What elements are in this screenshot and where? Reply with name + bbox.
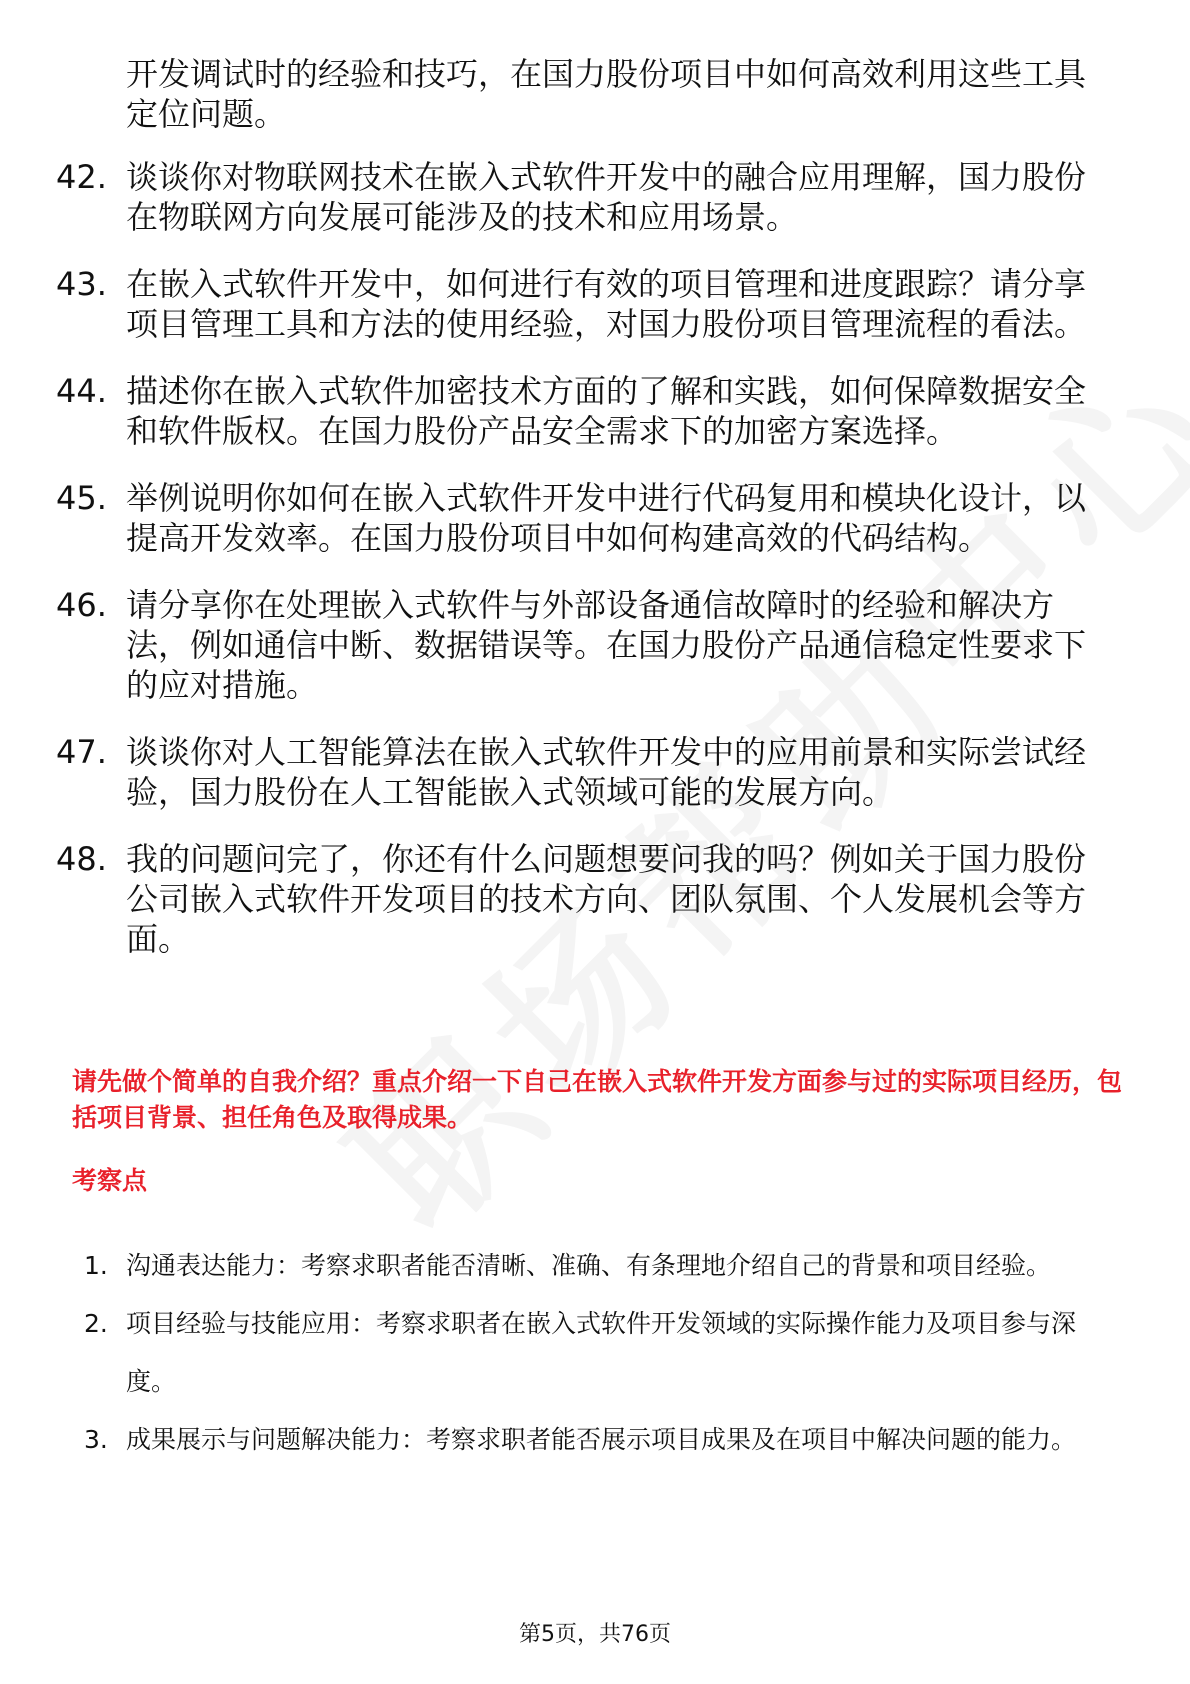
question-number: 48. (56, 840, 107, 878)
question-item (56, 157, 1116, 237)
assessment-point (84, 1237, 1124, 1295)
assessment-points-title: 考察点 (72, 1166, 148, 1195)
question-text: 在嵌入式软件开发中，如何进行有效的项目管理和进度跟踪？请分享项目管理工具和方法的使用经验，对国力股份项目管理流程的看法。 (126, 265, 1087, 343)
question-number: 46. (56, 586, 107, 624)
question-item (56, 478, 1116, 558)
intro-question-heading: 请先做个简单的自我介绍？重点介绍一下自己在嵌入式软件开发方面参与过的实际项目经历，包括项目背景、担任角色及取得成果。 (72, 1067, 1123, 1132)
point-number: 1. (84, 1251, 108, 1280)
question-text: 举例说明你如何在嵌入式软件开发中进行代码复用和模块化设计，以提高开发效率。在国力股份项目中如何构建高效的代码结构。 (126, 479, 1087, 557)
question-item (56, 839, 1116, 959)
question-text: 谈谈你对人工智能算法在嵌入式软件开发中的应用前景和实际尝试经验，国力股份在人工智能嵌入式领域可能的发展方向。 (126, 733, 1087, 811)
question-item (56, 732, 1116, 812)
point-number: 2. (84, 1309, 108, 1338)
question-number: 45. (56, 479, 107, 517)
page-footer: 第5页，共76页 (519, 1622, 671, 1647)
question-number: 47. (56, 733, 107, 771)
point-text: 沟通表达能力：考察求职者能否清晰、准确、有条理地介绍自己的背景和项目经验。 (126, 1251, 1052, 1280)
question-number: 43. (56, 265, 107, 303)
question-continuation: 开发调试时的经验和技巧，在国力股份项目中如何高效利用这些工具定位问题。 (126, 55, 1087, 133)
question-text: 请分享你在处理嵌入式软件与外部设备通信故障时的经验和解决方法，例如通信中断、数据错误等。在国力股份产品通信稳定性要求下的应对措施。 (126, 586, 1087, 704)
question-item (56, 585, 1116, 705)
assessment-point (84, 1295, 1124, 1411)
question-text: 谈谈你对物联网技术在嵌入式软件开发中的融合应用理解，国力股份在物联网方向发展可能涉及的技术和应用场景。 (126, 158, 1087, 236)
question-item (56, 371, 1116, 451)
question-number: 42. (56, 158, 107, 196)
question-number: 44. (56, 372, 107, 410)
question-text: 描述你在嵌入式软件加密技术方面的了解和实践，如何保障数据安全和软件版权。在国力股份产品安全需求下的加密方案选择。 (126, 372, 1087, 450)
question-text: 我的问题问完了，你还有什么问题想要问我的吗？例如关于国力股份公司嵌入式软件开发项目的技术方向、团队氛围、个人发展机会等方面。 (126, 840, 1087, 958)
assessment-points-list (84, 1237, 1124, 1469)
point-text: 项目经验与技能应用：考察求职者在嵌入式软件开发领域的实际操作能力及项目参与深度。 (126, 1309, 1077, 1396)
question-item (56, 264, 1116, 344)
assessment-point (84, 1411, 1124, 1469)
point-number: 3. (84, 1425, 108, 1454)
point-text: 成果展示与问题解决能力：考察求职者能否展示项目成果及在项目中解决问题的能力。 (126, 1425, 1077, 1454)
question-list (56, 157, 1116, 986)
